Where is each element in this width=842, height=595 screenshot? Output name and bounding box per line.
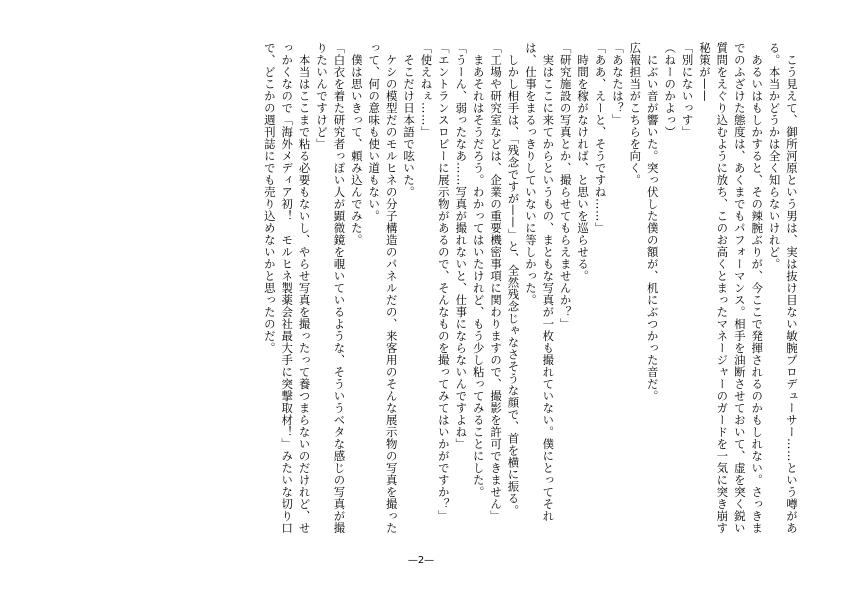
- paragraph: 「別にないっす」: [680, 42, 695, 138]
- paragraph: 「使えねぇ……」: [419, 42, 434, 138]
- paragraph: こう見えて、御所河原という男は、実は抜け目ない敏腕プロデューサー……という噂がある。本当かどうかは全く知らないけれど。: [767, 42, 799, 534]
- paragraph: 実はここに来てからというもの、まともな写真が一枚も撮れていない。僕にとってそれは、仕事をまるっきりしていないに等しかった。: [523, 42, 556, 522]
- page-number: —2—: [407, 555, 435, 566]
- paragraph: しかし相手は、「残念ですが——」と、全然残念じゃなさそうな顔で、首を横に振る。: [506, 42, 521, 517]
- paragraph: 「あなたは？」: [610, 42, 625, 126]
- paragraph: 「研究施設の写真とか、撮らせてもらえませんか？」: [558, 42, 573, 330]
- paragraph: にぶい音が響いた。突っ伏した僕の額が、机にぶつかった音だ。: [645, 42, 660, 402]
- paragraph: 僕は思いきって、頼み込んでみた。: [349, 42, 364, 246]
- paragraph: ケシの模型だのモルヒネの分子構造のパネルだの、来客用のそんな展示物の写真を撮ったって、何の意味も使い道もない。: [367, 42, 399, 534]
- paragraph: （ねーのかよっ）: [663, 42, 678, 138]
- paragraph: まあそれはそうだろう。わかってはいたけれど、もう少し粘ってみることにした。: [471, 42, 486, 498]
- paragraph: 「ああ、えーと、そうですね……」: [593, 42, 608, 234]
- paragraph: 「うーん、弱ったなあ……写真が撮れないと、仕事にならないんですよね」: [454, 42, 469, 450]
- paragraph: 「白衣を着た研究者っぽい人が顕微鏡を覗いているような、そういうベタな感じの写真が撮りたいんですけど」: [315, 42, 347, 534]
- paragraph: そこだけ日本語で呟いた。: [402, 42, 417, 198]
- paragraph: 「工場や研究室などは、企業の重要機密事項に関わりますので、撮影を許可できません」: [489, 42, 504, 522]
- paragraph: 「エントランスロビーに展示物があるので、そんなものを撮ってみてはいかがですか？」: [436, 42, 451, 522]
- paragraph: 時間を稼がなければ、と思いを巡らせる。: [576, 42, 591, 282]
- paragraph: 広報担当がこちらを向く。: [628, 42, 643, 186]
- paragraph: あるいはもしかすると、その辣腕ぶりが、今ここで発揮されるのかもしれない。さっきまでのふざけた態度は、あくまでもパフォーマンス。相手を油断させておいて、虚を突く鋭い質問をえぐり込むように放ち、このお高くとまったマネージャーのガードを一気に突き崩す秘策が——: [697, 42, 765, 534]
- paragraph: 本当はここまで粘る必要もないし、やらせ写真を撮ったって養つまらないのだけれど、せっかくなので「海外メディア初！ モルヒネ製薬会社最大手に突撃取材！」みたいな切り口で、どこかの週刊誌にでも売り込めないかと思ったのだ。: [262, 42, 312, 534]
- body-text: [60, 42, 800, 544]
